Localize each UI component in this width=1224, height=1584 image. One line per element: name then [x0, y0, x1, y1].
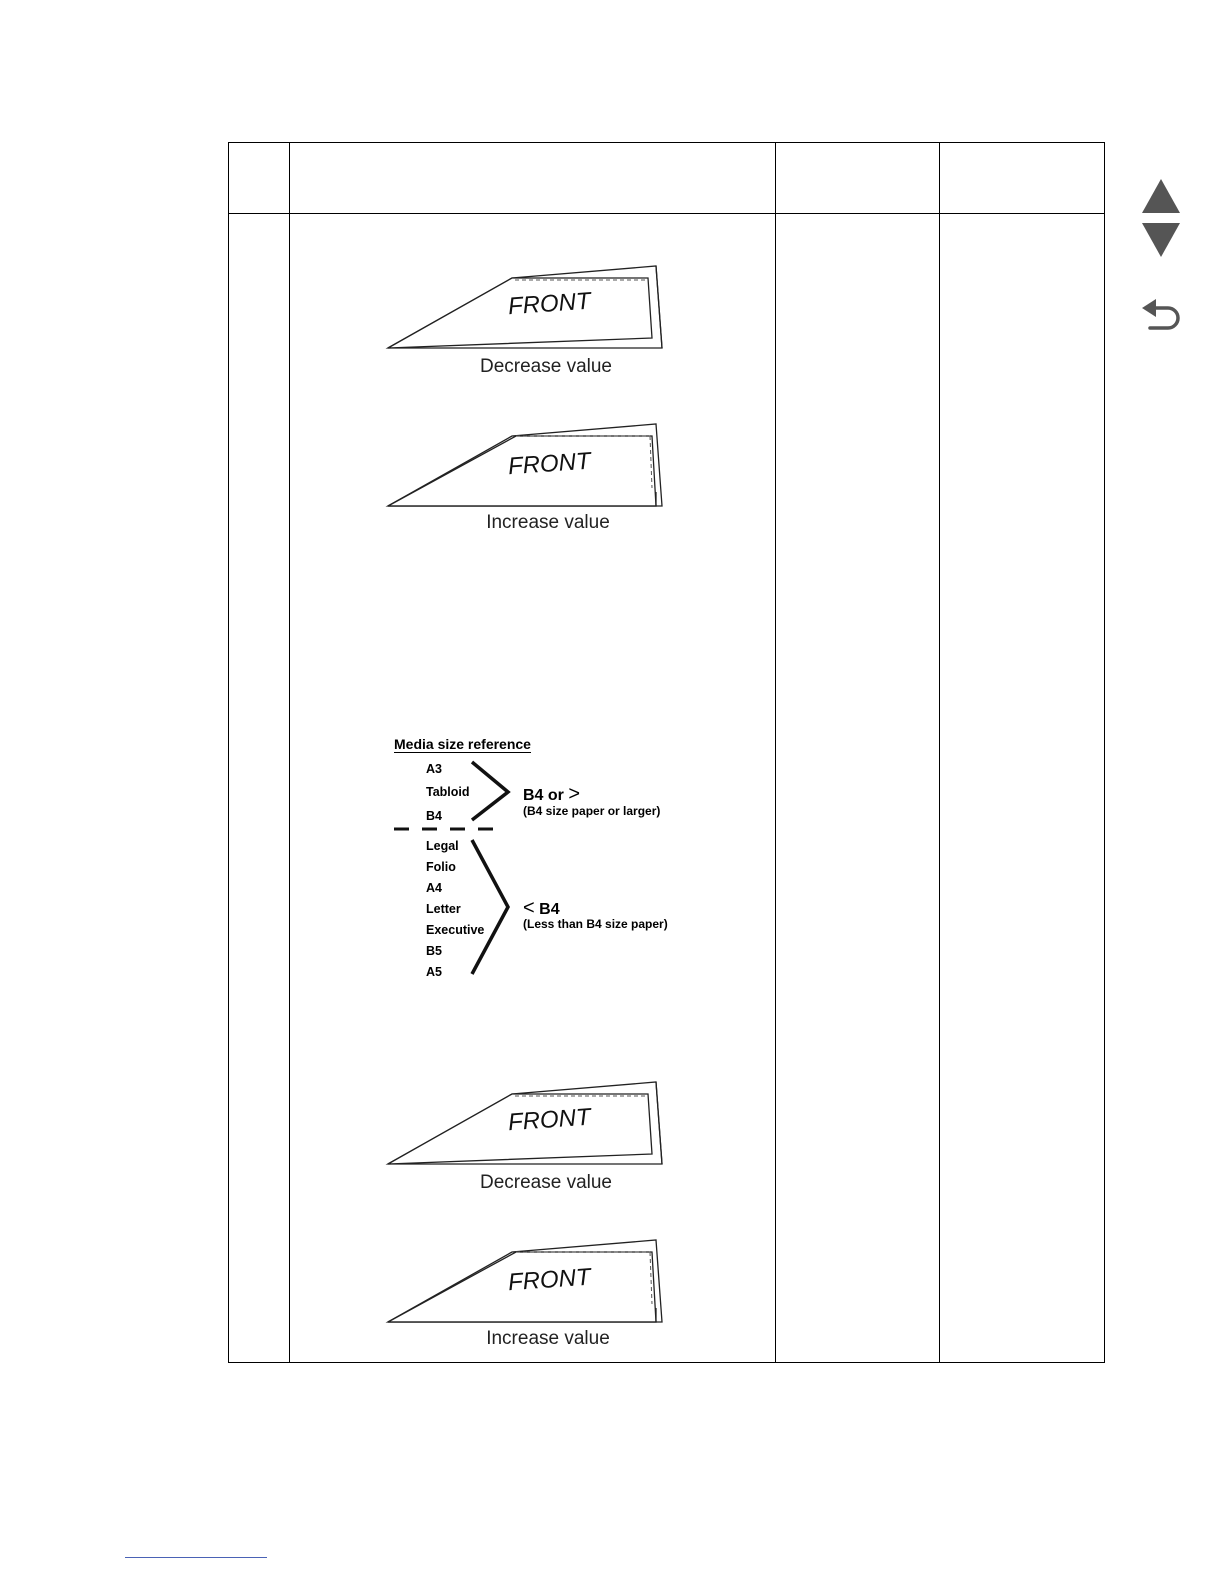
go-back-icon[interactable] — [1140, 298, 1184, 334]
media-size-item: Legal — [426, 839, 459, 853]
column-divider-action — [775, 143, 776, 1362]
media-size-item: B4 — [426, 809, 442, 823]
media-size-item: Folio — [426, 860, 456, 874]
front-fold-decrease-figure — [380, 258, 680, 358]
column-divider-step — [289, 143, 290, 1362]
greater-than-symbol: > — [568, 783, 581, 805]
media-size-item: B5 — [426, 944, 442, 958]
media-size-item: A3 — [426, 762, 442, 776]
column-divider-yes — [939, 143, 940, 1362]
media-size-item: Executive — [426, 923, 485, 937]
media-size-reference-title: Media size reference — [394, 736, 531, 752]
previous-page-icon[interactable] — [1140, 177, 1182, 215]
large-size-text: B4 or — [523, 787, 564, 804]
figure-caption: Increase value — [486, 1328, 610, 1349]
front-fold-increase-figure — [380, 1232, 680, 1332]
front-label: FRONT — [507, 1263, 592, 1297]
front-fold-decrease-figure — [380, 1074, 680, 1174]
front-label: FRONT — [507, 1103, 592, 1137]
figure-caption: Decrease value — [479, 356, 613, 377]
footer-link[interactable] — [125, 1557, 267, 1558]
front-label: FRONT — [507, 287, 592, 321]
large-size-label — [523, 783, 580, 806]
media-size-item: Letter — [426, 902, 461, 916]
small-size-text: B4 — [539, 901, 560, 918]
large-size-note: (B4 size paper or larger) — [523, 804, 661, 818]
small-size-note: (Less than B4 size paper) — [523, 917, 668, 931]
next-page-icon[interactable] — [1140, 221, 1182, 259]
figure-caption: Decrease value — [479, 1172, 613, 1193]
media-size-item: A4 — [426, 881, 442, 895]
front-label: FRONT — [507, 447, 592, 481]
header-row-divider — [229, 213, 1104, 214]
media-size-reference — [390, 732, 690, 982]
media-size-item: A5 — [426, 965, 442, 979]
front-fold-increase-figure — [380, 416, 680, 516]
less-than-symbol: < — [523, 897, 535, 919]
media-size-item: Tabloid — [426, 785, 470, 799]
figure-caption: Increase value — [486, 512, 610, 533]
